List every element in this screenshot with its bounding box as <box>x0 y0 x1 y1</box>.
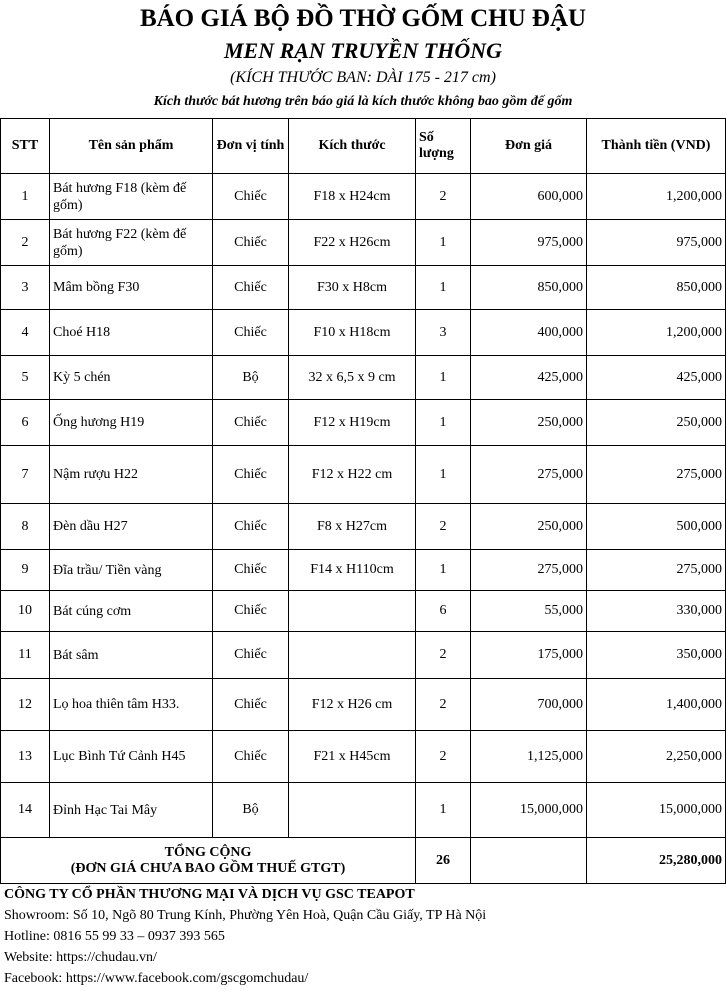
website-link[interactable]: Website: https://chudau.vn/ <box>4 950 157 965</box>
cell-line-total: 15,000,000 <box>587 783 726 838</box>
cell-unit: Chiếc <box>213 310 289 356</box>
cell-unit-price: 1,125,000 <box>471 731 587 783</box>
cell-product-name: Choé H18 <box>50 310 213 356</box>
cell-line-total: 350,000 <box>587 632 726 679</box>
cell-qty: 1 <box>416 400 471 446</box>
page-title: BÁO GIÁ BỘ ĐỒ THỜ GỐM CHU ĐẬU <box>139 5 587 32</box>
cell-product-name: Đỉnh Hạc Tai Mây <box>50 783 213 838</box>
total-label-cell <box>1 838 416 884</box>
cell-product-name: Nậm rượu H22 <box>50 446 213 504</box>
cell-stt: 2 <box>1 220 50 266</box>
cell-product-name: Đèn dầu H27 <box>50 504 213 550</box>
col-header-unit: Đơn vị tính <box>213 119 289 174</box>
table-row <box>1 310 726 356</box>
cell-unit: Chiếc <box>213 446 289 504</box>
cell-qty: 2 <box>416 679 471 731</box>
cell-stt: 6 <box>1 400 50 446</box>
total-label: TỔNG CỘNG <box>164 844 252 860</box>
table-row <box>1 783 726 838</box>
cell-unit: Chiếc <box>213 632 289 679</box>
total-empty-cell <box>471 838 587 884</box>
cell-line-total: 330,000 <box>587 591 726 632</box>
col-header-qty: Số lượng <box>416 119 471 174</box>
cell-size: F22 x H26cm <box>289 220 416 266</box>
cell-qty: 6 <box>416 591 471 632</box>
col-header-size: Kích thước <box>289 119 416 174</box>
cell-qty: 1 <box>416 266 471 310</box>
col-header-stt: STT <box>1 119 50 174</box>
table-row <box>1 679 726 731</box>
cell-unit: Chiếc <box>213 400 289 446</box>
cell-product-name: Bát cúng cơm <box>50 591 213 632</box>
cell-qty: 2 <box>416 174 471 220</box>
cell-unit-price: 400,000 <box>471 310 587 356</box>
cell-line-total: 850,000 <box>587 266 726 310</box>
cell-size: 32 x 6,5 x 9 cm <box>289 356 416 400</box>
cell-size: F10 x H18cm <box>289 310 416 356</box>
cell-line-total: 275,000 <box>587 446 726 504</box>
cell-unit-price: 55,000 <box>471 591 587 632</box>
cell-product-name: Bát sâm <box>50 632 213 679</box>
hotline: Hotline: 0816 55 99 33 – 0937 393 565 <box>4 929 225 944</box>
incense-bowl-note: Kích thước bát hương trên báo giá là kích thước không bao gồm đế gốm <box>153 94 573 109</box>
cell-product-name: Bát hương F18 (kèm đế gốm) <box>50 174 213 220</box>
cell-unit: Chiếc <box>213 731 289 783</box>
facebook-link[interactable]: Facebook: https://www.facebook.com/gscgomchudau/ <box>4 971 309 986</box>
table-row <box>1 220 726 266</box>
cell-qty: 2 <box>416 731 471 783</box>
cell-stt: 13 <box>1 731 50 783</box>
cell-size: F12 x H19cm <box>289 400 416 446</box>
cell-size <box>289 632 416 679</box>
cell-unit-price: 700,000 <box>471 679 587 731</box>
cell-stt: 1 <box>1 174 50 220</box>
cell-stt: 5 <box>1 356 50 400</box>
cell-size: F30 x H8cm <box>289 266 416 310</box>
cell-unit-price: 250,000 <box>471 400 587 446</box>
total-row <box>1 838 726 884</box>
cell-stt: 12 <box>1 679 50 731</box>
cell-product-name: Lục Bình Tứ Cảnh H45 <box>50 731 213 783</box>
total-amount: 25,280,000 <box>587 838 726 884</box>
cell-unit-price: 250,000 <box>471 504 587 550</box>
table-row <box>1 591 726 632</box>
cell-stt: 8 <box>1 504 50 550</box>
cell-stt: 4 <box>1 310 50 356</box>
cell-size: F14 x H110cm <box>289 550 416 591</box>
cell-product-name: Bát hương F22 (kèm đế gốm) <box>50 220 213 266</box>
cell-unit-price: 275,000 <box>471 446 587 504</box>
cell-line-total: 275,000 <box>587 550 726 591</box>
cell-line-total: 1,200,000 <box>587 310 726 356</box>
cell-unit: Chiếc <box>213 591 289 632</box>
total-vat-note: (ĐƠN GIÁ CHƯA BAO GỒM THUẾ GTGT) <box>70 860 346 876</box>
cell-unit-price: 15,000,000 <box>471 783 587 838</box>
cell-qty: 1 <box>416 220 471 266</box>
price-table <box>0 118 726 884</box>
cell-unit-price: 975,000 <box>471 220 587 266</box>
cell-unit: Bộ <box>213 356 289 400</box>
col-header-price: Đơn giá <box>471 119 587 174</box>
cell-qty: 3 <box>416 310 471 356</box>
cell-product-name: Lọ hoa thiên tâm H33. <box>50 679 213 731</box>
table-row <box>1 400 726 446</box>
cell-unit: Chiếc <box>213 679 289 731</box>
cell-qty: 1 <box>416 783 471 838</box>
col-header-total: Thành tiền (VND) <box>587 119 726 174</box>
company-name: CÔNG TY CỔ PHẦN THƯƠNG MẠI VÀ DỊCH VỤ GSC TEAPOT <box>4 887 415 902</box>
cell-qty: 2 <box>416 632 471 679</box>
table-row <box>1 550 726 591</box>
page-subtitle: MEN RẠN TRUYỀN THỐNG <box>223 38 503 63</box>
table-row <box>1 446 726 504</box>
table-row <box>1 504 726 550</box>
table-row <box>1 266 726 310</box>
table-row <box>1 632 726 679</box>
cell-size: F18 x H24cm <box>289 174 416 220</box>
cell-qty: 1 <box>416 550 471 591</box>
table-row <box>1 731 726 783</box>
cell-size: F8 x H27cm <box>289 504 416 550</box>
cell-size: F12 x H26 cm <box>289 679 416 731</box>
cell-size <box>289 783 416 838</box>
cell-line-total: 1,200,000 <box>587 174 726 220</box>
cell-stt: 11 <box>1 632 50 679</box>
size-note: (KÍCH THƯỚC BAN: DÀI 175 - 217 cm) <box>230 69 496 86</box>
cell-unit-price: 600,000 <box>471 174 587 220</box>
cell-unit-price: 425,000 <box>471 356 587 400</box>
cell-product-name: Kỳ 5 chén <box>50 356 213 400</box>
cell-line-total: 250,000 <box>587 400 726 446</box>
cell-stt: 3 <box>1 266 50 310</box>
cell-unit-price: 175,000 <box>471 632 587 679</box>
cell-qty: 1 <box>416 356 471 400</box>
cell-unit: Chiếc <box>213 174 289 220</box>
cell-unit: Chiếc <box>213 504 289 550</box>
cell-size: F21 x H45cm <box>289 731 416 783</box>
col-header-name: Tên sản phẩm <box>50 119 213 174</box>
cell-unit: Bộ <box>213 783 289 838</box>
table-row <box>1 174 726 220</box>
cell-stt: 9 <box>1 550 50 591</box>
cell-line-total: 425,000 <box>587 356 726 400</box>
cell-unit-price: 850,000 <box>471 266 587 310</box>
cell-line-total: 500,000 <box>587 504 726 550</box>
cell-product-name: Đĩa trầu/ Tiền vàng <box>50 550 213 591</box>
showroom-address: Showroom: Số 10, Ngõ 80 Trung Kính, Phường Yên Hoà, Quận Cầu Giấy, TP Hà Nội <box>4 908 487 923</box>
cell-line-total: 1,400,000 <box>587 679 726 731</box>
total-qty: 26 <box>416 838 471 884</box>
cell-product-name: Mâm bồng F30 <box>50 266 213 310</box>
cell-unit: Chiếc <box>213 550 289 591</box>
company-footer <box>4 884 722 989</box>
cell-unit: Chiếc <box>213 220 289 266</box>
cell-unit: Chiếc <box>213 266 289 310</box>
cell-product-name: Ống hương H19 <box>50 400 213 446</box>
table-header-row <box>1 119 726 174</box>
cell-size <box>289 591 416 632</box>
cell-qty: 2 <box>416 504 471 550</box>
cell-size: F12 x H22 cm <box>289 446 416 504</box>
table-row <box>1 356 726 400</box>
cell-unit-price: 275,000 <box>471 550 587 591</box>
cell-stt: 14 <box>1 783 50 838</box>
cell-line-total: 2,250,000 <box>587 731 726 783</box>
cell-qty: 1 <box>416 446 471 504</box>
cell-stt: 7 <box>1 446 50 504</box>
cell-stt: 10 <box>1 591 50 632</box>
cell-line-total: 975,000 <box>587 220 726 266</box>
